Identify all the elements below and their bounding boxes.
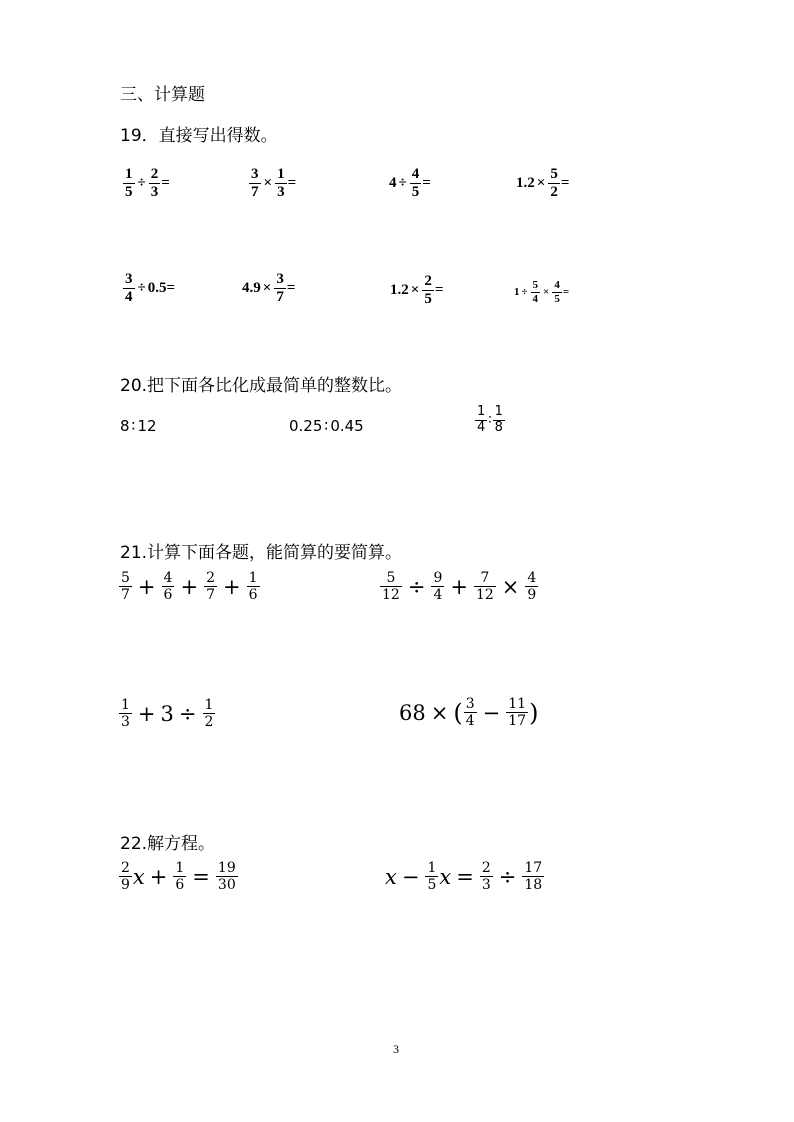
equals: = [560, 175, 570, 192]
operator: ÷ [178, 701, 197, 726]
q19-title: 19．直接写出得数。 [120, 126, 278, 146]
denominator: 3 [277, 184, 285, 201]
q19-expr-6 [242, 271, 295, 307]
operator: × [263, 175, 273, 192]
q21-expr-3 [118, 697, 216, 730]
q20-ratio-2 [289, 417, 364, 435]
numerator: 3 [276, 271, 284, 287]
denominator: 17 [508, 713, 527, 730]
fraction [552, 279, 562, 305]
denominator: 12 [382, 587, 400, 604]
denominator: 5 [125, 184, 133, 201]
numerator: 2 [150, 166, 159, 182]
equals: = [562, 286, 570, 299]
denominator: 9 [121, 877, 130, 894]
number: 8 [120, 417, 130, 435]
number: 1.2 [516, 175, 535, 192]
numerator: 5 [386, 570, 396, 586]
variable-x: x [385, 864, 397, 889]
denominator: 4 [477, 419, 486, 435]
fraction [493, 405, 505, 436]
denominator: 4 [433, 587, 443, 604]
number: 0.5 [147, 280, 167, 297]
fraction [173, 860, 186, 893]
operator: × [262, 280, 272, 297]
ratio-colon: ∶ [488, 412, 492, 428]
operator: × [410, 282, 420, 299]
equals: = [456, 864, 474, 889]
denominator: 9 [527, 587, 537, 604]
number: 3 [160, 701, 174, 726]
fraction [431, 570, 444, 603]
operator: ÷ [137, 280, 146, 297]
denominator: 7 [251, 184, 259, 201]
number: 68 [399, 700, 426, 725]
fraction [123, 166, 135, 202]
operator: ÷ [407, 574, 426, 599]
fraction [123, 271, 135, 307]
numerator: 1 [125, 166, 133, 182]
fraction [525, 570, 538, 603]
denominator: 3 [150, 184, 159, 201]
operator: ÷ [521, 286, 528, 299]
variable-x: x [439, 864, 452, 889]
equals: = [192, 864, 210, 889]
fraction [422, 273, 434, 309]
fraction [275, 166, 287, 202]
number: 1.2 [390, 282, 409, 299]
fraction [380, 570, 402, 603]
fraction [247, 570, 260, 603]
operator: × [536, 175, 546, 192]
number: 0.25 [289, 417, 323, 435]
numerator: 3 [125, 271, 133, 287]
number: 12 [137, 417, 157, 435]
q21-expr-2 [379, 570, 539, 603]
fraction [522, 860, 544, 893]
q21-expr-4 [399, 696, 538, 729]
denominator: 6 [163, 587, 173, 604]
operator: ÷ [137, 175, 146, 192]
operator: + [149, 864, 168, 889]
fraction [274, 271, 286, 307]
operator: + [450, 574, 468, 599]
denominator: 3 [121, 714, 130, 731]
fraction [216, 860, 238, 893]
denominator: 4 [125, 289, 133, 306]
page-number: 3 [393, 1042, 399, 1056]
numerator: 1 [494, 404, 503, 419]
fraction [203, 697, 216, 730]
fraction [119, 860, 132, 893]
fraction [119, 570, 132, 603]
equals: = [422, 175, 431, 192]
equals: = [166, 280, 176, 297]
denominator: 6 [248, 587, 258, 604]
denominator: 12 [475, 587, 494, 604]
q22-equation-1 [118, 860, 239, 893]
denominator: 6 [175, 877, 185, 894]
equals: = [287, 175, 297, 192]
fraction [475, 405, 487, 436]
operator: × [430, 700, 449, 725]
numerator: 5 [550, 166, 558, 182]
numerator: 11 [508, 696, 527, 712]
fraction [162, 570, 175, 603]
equals: = [161, 175, 170, 192]
numerator: 1 [121, 697, 130, 713]
denominator: 4 [532, 292, 539, 305]
denominator: 3 [481, 877, 491, 894]
operator: − [401, 864, 420, 889]
denominator: 5 [424, 291, 432, 308]
fraction [548, 166, 560, 202]
fraction [204, 570, 217, 603]
numerator: 5 [532, 279, 539, 291]
denominator: 5 [411, 184, 420, 201]
numerator: 5 [121, 570, 130, 586]
number: 4 [389, 175, 397, 192]
denominator: 18 [524, 877, 543, 894]
fraction [425, 860, 438, 893]
denominator: 2 [550, 184, 558, 201]
denominator: 2 [204, 714, 214, 731]
numerator: 3 [465, 696, 475, 712]
numerator: 1 [277, 166, 285, 182]
right-paren: ) [529, 698, 539, 727]
numerator: 9 [433, 570, 443, 586]
numerator: 17 [524, 860, 543, 876]
section-title: 三、计算题 [120, 85, 205, 105]
numerator: 1 [175, 860, 185, 876]
operator: ÷ [398, 175, 407, 192]
q22-equation-2 [385, 860, 545, 893]
q19-expr-1 [122, 166, 170, 202]
fraction [506, 696, 528, 729]
denominator: 7 [206, 587, 215, 604]
fraction [149, 166, 161, 202]
numerator: 4 [527, 570, 537, 586]
fraction [464, 696, 477, 729]
numerator: 2 [481, 860, 491, 876]
equals: = [434, 282, 444, 299]
fraction [531, 279, 541, 305]
q19-expr-3 [389, 166, 431, 202]
q20-title: 20.把下面各比化成最简单的整数比。 [120, 376, 403, 396]
q19-expr-4 [516, 166, 569, 202]
q19-expr-5 [122, 271, 175, 307]
operator: + [137, 574, 156, 599]
operator: + [222, 574, 241, 599]
fraction [474, 570, 496, 603]
denominator: 8 [494, 419, 503, 435]
numerator: 1 [427, 860, 437, 876]
fraction [410, 166, 422, 202]
denominator: 7 [276, 289, 284, 306]
denominator: 4 [465, 713, 475, 730]
variable-x: x [132, 864, 145, 889]
q21-expr-1 [118, 570, 261, 603]
ratio-colon: ∶ [324, 417, 329, 435]
fraction [249, 166, 261, 202]
operator: − [482, 700, 501, 725]
numerator: 19 [217, 860, 236, 876]
operator: ÷ [498, 864, 517, 889]
number: 0.45 [330, 417, 364, 435]
numerator: 4 [163, 570, 173, 586]
fraction [119, 697, 132, 730]
q21-title: 21.计算下面各题，能简算的要简算。 [120, 543, 403, 563]
numerator: 2 [206, 570, 215, 586]
left-paren: ( [453, 698, 463, 727]
operator: + [137, 701, 156, 726]
denominator: 5 [427, 877, 437, 894]
denominator: 5 [554, 292, 560, 305]
fraction [480, 860, 493, 893]
q22-title: 22.解方程。 [120, 834, 216, 854]
numerator: 1 [248, 570, 258, 586]
numerator: 7 [480, 570, 490, 586]
operator: + [180, 574, 199, 599]
numerator: 2 [121, 860, 130, 876]
numerator: 4 [554, 279, 560, 291]
denominator: 30 [217, 877, 236, 894]
numerator: 3 [251, 166, 259, 182]
numerator: 1 [204, 697, 214, 713]
numerator: 1 [477, 404, 486, 419]
operator: × [543, 286, 550, 299]
operator: × [501, 574, 520, 599]
numerator: 2 [424, 273, 432, 289]
numerator: 4 [411, 166, 420, 182]
q19-expr-2 [248, 166, 296, 202]
equals: = [286, 280, 296, 297]
q19-expr-7 [390, 273, 443, 309]
number: 4.9 [242, 280, 261, 297]
q20-ratio-3 [474, 405, 506, 436]
q20-ratio-1 [120, 417, 157, 435]
denominator: 7 [121, 587, 130, 604]
q19-expr-8 [514, 279, 569, 305]
number: 1 [514, 286, 520, 299]
ratio-colon: ∶ [131, 417, 136, 435]
